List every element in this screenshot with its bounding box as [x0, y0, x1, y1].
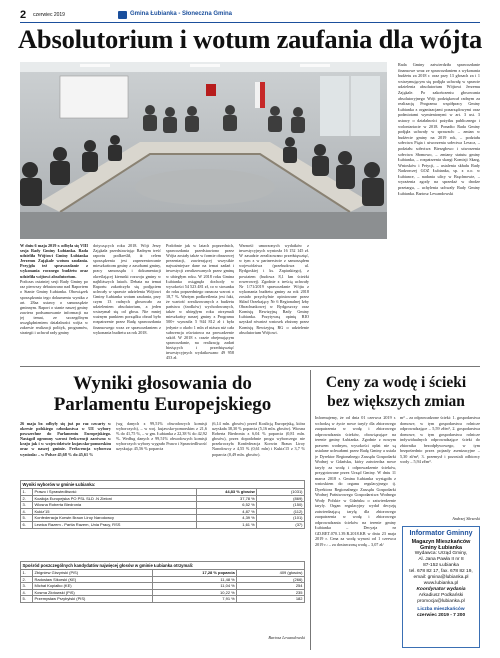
candidates-cell: Kosma Złotowski (PiS) — [32, 589, 152, 596]
candidates-cell: Zbigniew Girzyński (PiS) — [32, 570, 152, 577]
issue-date: czerwiec 2019 — [33, 12, 65, 18]
candidates-row — [21, 583, 305, 590]
results-row — [21, 495, 305, 502]
publisher-info-line: promocja@lubianka.pl — [417, 599, 465, 604]
paper-logo-icon — [118, 11, 127, 19]
circulation-value: czerwiec 2019 - 7 200 — [416, 613, 466, 618]
candidates-table-title: Spośród poszczególnych kandydatów najwięcej głosów w gminie Łubianka otrzymali: — [20, 561, 305, 569]
circulation-label: Liczba mieszkańców — [417, 607, 465, 612]
candidates-row — [21, 596, 305, 603]
publisher-info-line: Magazyn Mieszkańców — [411, 539, 471, 545]
results-cell: (101) — [257, 515, 305, 522]
publisher-info-line: Arkadiusz Podkański — [418, 593, 464, 598]
results-cell: (1031) — [257, 489, 305, 496]
candidates-cell: 254 — [237, 583, 305, 590]
candidates-cell: Michał Kopiałko (KE) — [32, 583, 152, 590]
candidates-cell: 409 (głosów) — [237, 570, 305, 577]
water-col2: m³ – za odprowadzone ścieki: 1. gospodarstwa domowe, w tym gospodarstwa rolnicze odprowadzające – 5,59 zł/m³, 2. gospodarstwa domowe, w tym gospodarstwa rolnicze indywidualnych odprowadzające ścieki do zbiornika bezodpływowego, w tym bezpośrednio przez pojazdy asenizacyjne – 5,30 zł/m³, 3. przemysł i pozostali odbiorcy wody – 5,94 zł/m³. — [400, 415, 480, 464]
publisher-info-line: 87-152 Łubianka — [423, 563, 459, 568]
main-headline: Absolutorium i wotum zaufania dla wójta — [18, 24, 483, 54]
candidates-cell: 4. — [21, 589, 33, 596]
results-cell: Konfederacja Korwin Braun Liroy Narodowcy — [32, 515, 196, 522]
results-cell: (150) — [257, 502, 305, 509]
candidates-table-block — [20, 561, 305, 603]
candidates-cell: (266) — [237, 576, 305, 583]
main-article-col5: Rada Gminy zatwierdziła sprawozdanie finansowe wraz ze sprawozdaniem z wykonania budżetu za 2018 r. oraz przy 13 głosach za i 1 wstrzymującym się podjęła uchwałę w sprawie udzielenia absolutorium Wójtowi Jerzemu Zająkale. Po zakończeniu głosowania absolutoryjnego Wójt podziękował radnym za realizację Programu współpracy Gminy Łubianka z organizacjami pozarządowymi oraz podmiotami wymienionymi w art. 3 ust. 3 ustawy o działalności pożytku publicznego i wolontariacie w 2018. Ponadto Rada Gminy podjęła uchwały w sprawach: – zmian w budżecie gminy na 2019 rok, – podziału sołectwa Piąta i utworzenia sołectwa Leszcz, – podziału sołectwa Bierzgłowo i utworzenia sołectwa Słomowo, – zmiany statutu gminy Łubianka, – rozpatrzenia skargi Komisji Skarg, Wniosków i Petycji, – ustalenia składu Rady Nadzorczej GOZ Łubianka, sp. z o.o. w Łubiance, – nadania ulicy w Brąchnowie, – wyrażenia zgody na sprzedaż w drodze przetargu, – uchylenia uchwały Rady Gminy Łubianka. Bartosz Lewandowski — [398, 62, 480, 196]
results-row — [21, 521, 305, 528]
results-cell: 1,61 % — [197, 521, 257, 528]
results-cell: (112) — [257, 508, 305, 515]
candidates-cell: 3. — [21, 583, 33, 590]
candidates-cell: 11,48 % — [152, 576, 237, 583]
results-cell: 5. — [21, 515, 33, 522]
results-cell: Koalicja Europejska PO PSL SLD .N Zieloni — [32, 495, 196, 502]
candidates-table — [20, 569, 305, 603]
candidates-cell: 1. — [21, 570, 33, 577]
results-table — [20, 488, 305, 529]
water-author: Andrzej Skrzeski — [452, 516, 480, 521]
candidates-row — [21, 576, 305, 583]
session-photo — [20, 62, 387, 239]
results-table-block — [20, 480, 305, 529]
candidates-cell: 5. — [21, 596, 33, 603]
candidates-cell: 11,04 % — [152, 583, 237, 590]
water-headline — [312, 373, 480, 411]
candidates-cell: 235 — [237, 589, 305, 596]
publisher-info-line: Gminy Łubianka — [420, 545, 462, 551]
publisher-info-line: Al. Jana Pawła II nr 8 — [418, 557, 464, 562]
results-row — [21, 502, 305, 509]
candidates-cell: Radosław Sikorski (KE) — [32, 576, 152, 583]
results-cell: 3. — [21, 502, 33, 509]
paper-name: Gmina Łubianka - Słoneczna Gmina — [130, 11, 233, 17]
main-article-col2: dotyczących roku 2018. Wójt Jerzy Zająkała przedstawiając Radnym treść raportu podkreślił, iż celem sporządzenia jest zaprezentowanie mieszkańcom gminy z zasobami gminy, pracy samorządu i dokumentacji określającej kierunki rozwoju gminy w najbliższych latach. Debata na temat Raportu zakończyła się podjęciem uchwały w sprawie udzielenia Wójtowi Gminy Łubianka wotum zaufania, przy czym 13 radnych głosowało za udzieleniem absolutorium, a jeden wstrzymał się od głosu. Nie mniej ważnym punktem porządku obrad było rozpatrzenie przez Radę sprawozdania finansowego wraz ze sprawozdaniem z wykonania budżetu za rok 2018. — [93, 243, 161, 335]
results-cell: (37) — [257, 521, 305, 528]
candidates-cell: Przemysław Przybylski (PIS) — [32, 596, 152, 603]
candidates-cell: 2. — [21, 576, 33, 583]
election-col1: 26 maja br. odbyły się już po raz czwarty w okresie polskiego członkostwa w UE wybory powszechne do Parlamentu Europejskiego. Nastąpił ogromny wzrost frekwencji zarówno w kraju jak i w województwie kujawsko-pomorskim oraz w naszej gminie. Frekwencja wyborcza wyniosła: – w Polsce 45,68 % do 45,61 % — [20, 421, 111, 457]
publisher-info-line: email: gmina@lubianka.pl — [413, 575, 469, 580]
election-headline-line1: Wyniki głosowania do — [73, 373, 252, 394]
section-rule — [20, 366, 480, 367]
results-cell: Kukiz'15 — [32, 508, 196, 515]
main-article-col4: Warność umorzonych wydatków z inwestycyjnych wyniosła 16 152 145 zł. W zasadzie zrealizowano przedsięwzięć, w tym z w partnerstwie z samorządem województwa (przebudowa ul. Bydgoskiej i ks. Zapiaskiego), z powiatem (budowa 8,1 km ścieżki rowerowej). Zgodnie z treścią uchwały Nr 1/71/2019 sprawozdanie Wójta z wykonania budżetu gminy za rok 2018 zostało przychylnie opiniowane przez Skład Orzekający Nr 6 Regionalnej Izby Obrachunkowej w Bydgoszczy oraz Komisję Rewizyjną Rady Gminy Łubianka. Pozytywną opinię RIO uzyskał również wniosek złożony przez Komisję Rewizyjną RG o udzielenie absolutorium Wójtowi. — [239, 243, 309, 335]
publisher-info-title: Informator Gminny — [409, 530, 473, 537]
candidates-row — [21, 589, 305, 596]
results-cell: Lewica Razem - Partia Razem, Unia Pracy, RSS — [32, 521, 196, 528]
main-article-lead: W dniu 6 maja 2019 r. odbyła się VIII sesja Rady Gminy Łubianka. Rada udzieliła Wójtowi Gminy Łubianka Jerzemu Zająkale wotum zaufania. Przyjęła też sprawozdanie z wykonania rocznego budżetu oraz udzieliła wójtowi absolutorium. — [20, 243, 88, 279]
main-article-col1-text: Podczas ostatniej sesji Rady Gminy po raz pierwszy debatowano nad Raportem o Stanie Gminy Łubianka. Obowiązek sporządzania tego dokumentu wynika z art. 28aa ustawy o samorządzie gminnym. Raport o stanie naszej gminy zawiera podsumowanie informacji na jej temat, ze szczególnym uwzględnieniem działalności wójta w zakresie realizacji polityk, programów, strategii i uchwał rady gminy — [20, 279, 88, 336]
election-col2: (wg danych z 99,51% obwodowych komisji wyborczych), – w woj. kujawsko-pomorskim z 21,6 % do 41,75 %, – w gm. Łubianka z 22,38 % do 42,92 %. Według danych z 99,51% obwodowych komisji wyborczych wybory wygrało Prawo i Sprawiedliwość uzyskując 45,56 % poparcia — [116, 421, 207, 452]
results-cell: 4. — [21, 508, 33, 515]
main-article-col1 — [20, 243, 88, 363]
water-headline-line1: Ceny za wodę i ścieki — [325, 374, 467, 391]
candidates-row — [21, 570, 305, 577]
publisher-info-line: tel. 678 82 17, fax. 678 82 19, — [409, 569, 473, 574]
candidates-cell: 182 — [237, 596, 305, 603]
candidates-cell: 7,91 % — [152, 596, 237, 603]
results-cell: Prawo i Sprawiedliwość — [32, 489, 196, 496]
results-row — [21, 515, 305, 522]
publisher-info-line: Wydawca: Urząd Gminy, — [414, 551, 468, 556]
candidates-cell: 17,28 % poparcia — [152, 570, 237, 577]
election-headline-line2: Parlamentu Europejskiego — [53, 394, 272, 415]
page-number: 2 — [20, 9, 27, 21]
candidates-cell: 10,22 % — [152, 589, 237, 596]
results-cell: 4,87 % — [197, 508, 257, 515]
election-author: Bartosz Lewandowski — [268, 635, 305, 640]
results-cell: 37,78 % — [197, 495, 257, 502]
results-cell: 6. — [21, 521, 33, 528]
results-cell: 4,39 % — [197, 515, 257, 522]
election-col3: (6,14 mln. głosów) przed Koalicją Europejską, która uzyskała 38,30 % poparcia (5,16 mln. głosów). Wiosna Roberta Biedronia z 6,04 % poparcia (0,81 mln. głosów), przez dopodobnie progu wyborczego nie przekroczyła Konfederacja Korwin Braun Liroy Narodowcy z 4,55 % (0,61 mln) i Kukiz'15 z 3,7 % poparcia (0,49 mln. głosów). — [212, 421, 305, 457]
results-table-title: Wyniki wyborów w gminie Łubianka: — [20, 480, 305, 488]
results-cell: (869) — [257, 495, 305, 502]
results-cell: 6,52 % — [197, 502, 257, 509]
water-headline-line2: bez większych zmian — [327, 393, 465, 410]
main-article-col3: Podobnie jak w latach poprzednich, sprawozdania przedstawiono przez Wójta zostały także w formie obrazowej prezentacji, zawierającej wszystkie najważniejsze dane na temat zadań i inwestycji zrealizowanych przez gminę w ubiegłym roku. W 2018 roku Gmina Łubianka osiągnęła dochody w wysokości 54 523 481 zł, co w stosunku do roku poprzedniego oznacza wzrost o 18,7 %. Wartym podkreślenia jest fakt, że wartość zrealizowanych z budżetu państwa (środków) wychodowanych, także w ubiegłym roku otrzymali mieszkańcy naszej gminy z Programu 500+ wynosiła 5 944 812 zł i była jedynie o około 1 mln zł niższa niż cała subwencja oświatowa na prowadzenie szkół. W 2018 r. crazie obejmującym sprawozdanie, na realizację zadań bieżących i przedsięwzięć inwestycyjnych wydatkowano 49 958 453 zł. — [166, 243, 234, 361]
column-rule — [310, 370, 311, 650]
publisher-info-lines — [404, 539, 478, 605]
publisher-info-line: www.lubianka.pl — [423, 581, 459, 586]
results-cell: Wiosna Roberta Biedronia — [32, 502, 196, 509]
water-col1: Informujemy, że od dnia 01 czerwca 2019 r. wchodzą w życie nowe taryfy dla zbiorowego zaopatrzenia w wodę i zbiorowego odprowadzania ścieków, obowiązujące na terenie gminy Łubianka. Zgodnie z nowym prawem wodnym, wysokości opłat nie są ustalane uchwałami przez Radę Gminy a ustala je Dyrektor Regionalnego Zarządu Gospodarki Wodnej w Gdańsku, który zatwierdza nowe taryfy za wodę i odprowadzenie ścieków, przygotowane przez Urząd Gminy. W dniu 11 marca 2018 r. Gmina Łubianka wystąpiła z wnioskiem do organu regulacyjnego tj. Dyrektora Regionalnego Zarządu Gospodarki Wodnej Państwowego Gospodarstwa Wodnego Wody Polskie w Gdańsku o zatwierdzenie taryfy. Organ regulacyjny wydał decyzję zatwierdzającą taryfę dla zbiorowego zaopatrzenia w wodę i zbiorowego odprowadzania ścieków na terenie gminy Łubianka – Decyzja nr GD.RET.070.1.39.R.2018.KB w dniu 23 maja 2019 r. Cena za wodę wynosi od 1 czerwca 2019 r.: – za dostarczoną wodę – 3,07 zł/ — [315, 415, 396, 547]
results-cell: 44,83 % głosów — [197, 489, 257, 496]
publisher-info-box — [402, 526, 480, 648]
results-row — [21, 489, 305, 496]
election-headline — [20, 373, 305, 415]
results-cell: 1. — [21, 489, 33, 496]
results-cell: 2. — [21, 495, 33, 502]
publisher-info-line: Koordynator wydania — [416, 587, 466, 592]
results-row — [21, 508, 305, 515]
